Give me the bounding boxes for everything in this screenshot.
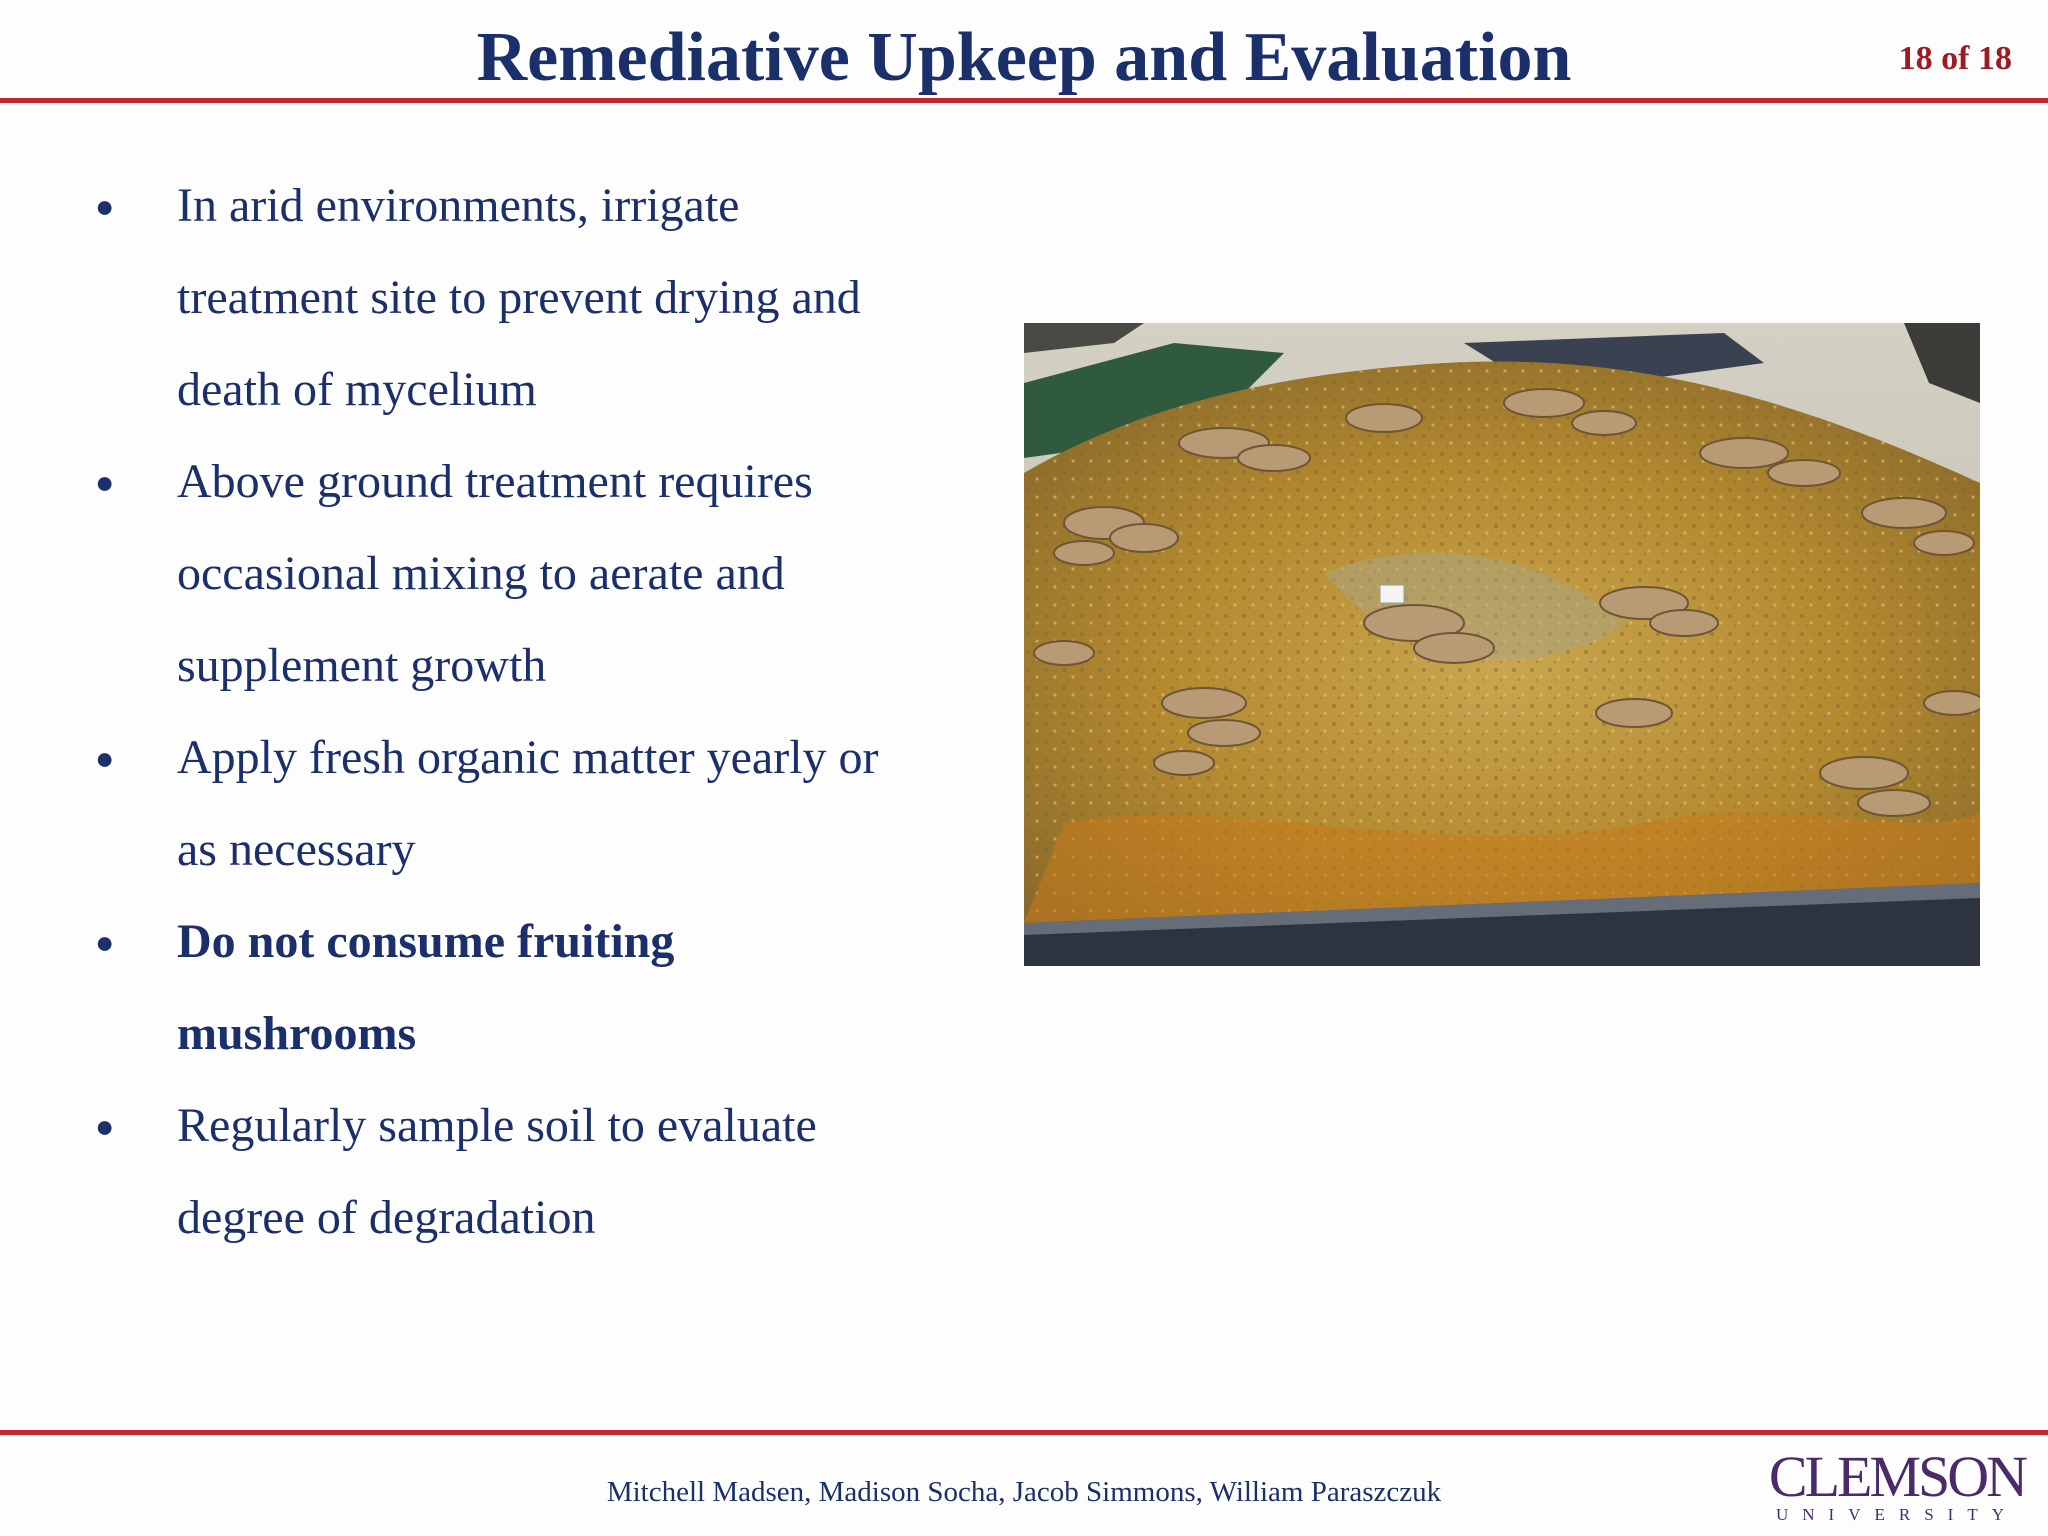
bullet-item bbox=[95, 712, 975, 896]
slide-title: Remediative Upkeep and Evaluation bbox=[476, 19, 1572, 96]
bullet-list bbox=[95, 160, 975, 1264]
logo-wordmark: CLEMSON bbox=[1768, 1444, 2026, 1509]
header-divider bbox=[0, 98, 2048, 103]
bullet-dot-icon: ● bbox=[95, 924, 115, 960]
bullet-line: occasional mixing to aerate and bbox=[177, 547, 785, 600]
clemson-university-logo bbox=[1752, 1444, 2042, 1524]
bullet-line: supplement growth bbox=[177, 639, 547, 692]
logo-subtitle: UNIVERSITY bbox=[1776, 1505, 2018, 1524]
bullet-line: death of mycelium bbox=[177, 363, 537, 416]
bullet-item bbox=[95, 436, 975, 712]
bullet-dot-icon: ● bbox=[95, 1108, 115, 1144]
bullet-line: Above ground treatment requires bbox=[177, 455, 813, 508]
bullet-line: degree of degradation bbox=[177, 1191, 596, 1244]
bullet-item bbox=[95, 1080, 975, 1264]
page-number: 18 of 18 bbox=[1898, 40, 2012, 77]
bullet-line: Do not consume fruiting bbox=[177, 915, 675, 968]
bullet-item-warning bbox=[95, 896, 975, 1080]
bullet-line: as necessary bbox=[177, 823, 416, 876]
footer-divider bbox=[0, 1430, 2048, 1435]
authors-footer: Mitchell Madsen, Madison Socha, Jacob Simmons, William Paraszczuk bbox=[606, 1476, 1442, 1508]
bullet-dot-icon: ● bbox=[95, 740, 115, 776]
bullet-dot-icon: ● bbox=[95, 188, 115, 224]
bullet-line: In arid environments, irrigate bbox=[177, 179, 740, 232]
bullet-line: Regularly sample soil to evaluate bbox=[177, 1099, 817, 1152]
bullet-dot-icon: ● bbox=[95, 464, 115, 500]
mushroom-soil-pile-photo bbox=[1024, 323, 1980, 966]
bullet-item bbox=[95, 160, 975, 436]
bullet-line: treatment site to prevent drying and bbox=[177, 271, 861, 324]
bullet-line: mushrooms bbox=[177, 1007, 417, 1060]
bullet-line: Apply fresh organic matter yearly or bbox=[177, 731, 879, 784]
